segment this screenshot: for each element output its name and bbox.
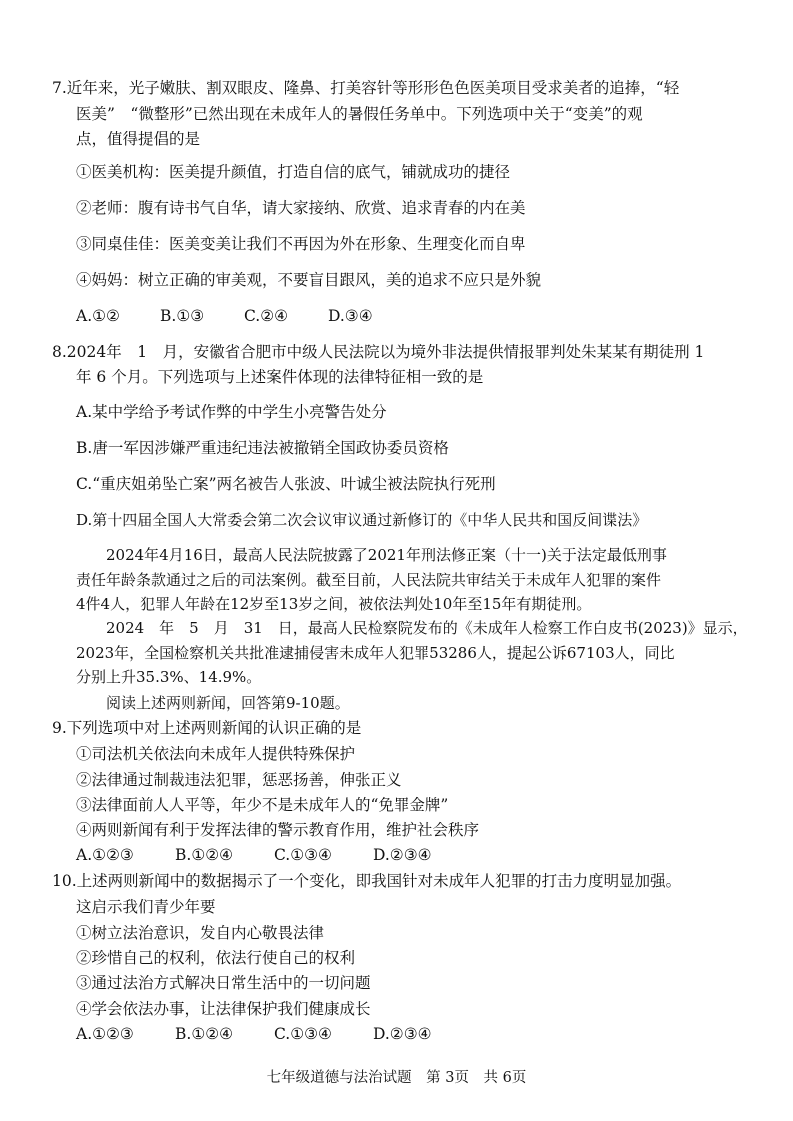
q9-option-c: C.①③④ [274, 846, 332, 864]
q9-stem: 9.下列选项中对上述两则新闻的认识正确的是 [52, 719, 362, 737]
q9-item-3: ③法律面前人人平等，年少不是未成年人的“免罪金牌” [76, 796, 449, 814]
q9-option-a: A.①②③ [76, 846, 134, 864]
q10-item-3: ③通过法治方式解决日常生活中的一切问题 [76, 974, 371, 992]
q8-option-a: A.某中学给予考试作弊的中学生小亮警告处分 [76, 403, 387, 421]
passage-line-5: 2023年，全国检察机关共批准逮捕侵害未成年人犯罪53286人，提起公诉67103人，同比 [76, 644, 675, 662]
passage-line-4: 2024 年 5 月 31 日，最高人民检察院发布的《未成年人检察工作白皮书(2023)》显示， [76, 619, 748, 637]
passage-line-1: 2024年4月16日，最高人民法院披露了2021年刑法修正案（十一)关于法定最低刑事 [76, 546, 667, 564]
q10-option-d: D.②③④ [373, 1025, 432, 1043]
q9-item-4: ④两则新闻有利于发挥法律的警示教育作用，维护社会秩序 [76, 821, 480, 839]
passage-line-6: 分别上升35.3%、14.9%。 [76, 668, 262, 686]
page-footer: 七年级道德与法治试题 第 3页 共 6页 [266, 1070, 527, 1086]
passage-line-2: 责任年龄条款通过之后的司法案例。截至目前，人民法院共审结关于未成年人犯罪的案件 [76, 571, 662, 589]
q10-option-c: C.①③④ [274, 1025, 332, 1043]
q7-item-3: ③同桌佳佳：医美变美让我们不再因为外在形象、生理变化而自卑 [76, 235, 526, 253]
q10-options [76, 1024, 432, 1044]
q10-stem-line-1: 10.上述两则新闻中的数据揭示了一个变化，即我国针对未成年人犯罪的打击力度明显加强。 [52, 872, 682, 890]
q9-options [76, 845, 432, 865]
q7-stem-line-2: 医美” “微整形”已然出现在未成年人的暑假任务单中。下列选项中关于“变美”的观 [76, 105, 643, 123]
q9-option-d: D.②③④ [373, 846, 432, 864]
q10-item-1: ①树立法治意识，发自内心敬畏法律 [76, 924, 325, 942]
q8-option-b: B.唐一军因涉嫌严重违纪违法被撤销全国政协委员资格 [76, 439, 449, 457]
q7-stem-line-1: 7.近年来，光子嫩肤、割双眼皮、隆鼻、打美容针等形形色色医美项目受求美者的追捧，“轻 [52, 79, 680, 97]
q9-option-b: B.①②④ [175, 846, 234, 864]
q10-item-2: ②珍惜自己的权利，依法行使自己的权利 [76, 949, 356, 967]
passage-line-7: 阅读上述两则新闻，回答第9-10题。 [76, 694, 350, 712]
q7-option-a: A.①② [76, 307, 120, 325]
q7-stem-line-3: 点，值得提倡的是 [76, 130, 201, 148]
q7-item-2: ②老师：腹有诗书气自华，请大家接纳、欣赏、追求青春的内在美 [76, 199, 526, 217]
q9-item-2: ②法律通过制裁违法犯罪，惩恶扬善，伸张正义 [76, 771, 402, 789]
q7-option-b: B.①③ [160, 307, 205, 325]
q10-option-b: B.①②④ [175, 1025, 234, 1043]
q10-stem-line-2: 这启示我们青少年要 [76, 898, 216, 916]
q7-item-4: ④妈妈：树立正确的审美观，不要盲目跟风，美的追求不应只是外貌 [76, 271, 542, 289]
q7-option-c: C.②④ [244, 307, 289, 325]
q8-stem-line-1: 8.2024年 1 月，安徽省合肥市中级人民法院以为境外非法提供情报罪判处朱某某有期徒刑 1 [52, 343, 705, 361]
q9-item-1: ①司法机关依法向未成年人提供特殊保护 [76, 745, 356, 763]
q8-option-c: C.“重庆姐弟坠亡案”两名被告人张波、叶诚尘被法院执行死刑 [76, 475, 496, 493]
q7-item-1: ①医美机构：医美提升颜值，打造自信的底气，铺就成功的捷径 [76, 163, 511, 181]
q8-stem-line-2: 年 6 个月。下列选项与上述案件体现的法律特征相一致的是 [76, 368, 484, 386]
passage-line-3: 4件4人，犯罪人年龄在12岁至13岁之间，被依法判处10年至15年有期徒刑。 [76, 595, 592, 613]
q7-option-d: D.③④ [328, 307, 373, 325]
q7-options [76, 306, 373, 326]
q8-option-d: D.第十四届全国人大常委会第二次会议审议通过新修订的《中华人民共和国反间谍法》 [76, 511, 648, 529]
q10-item-4: ④学会依法办事，让法律保护我们健康成长 [76, 1000, 371, 1018]
q10-option-a: A.①②③ [76, 1025, 134, 1043]
